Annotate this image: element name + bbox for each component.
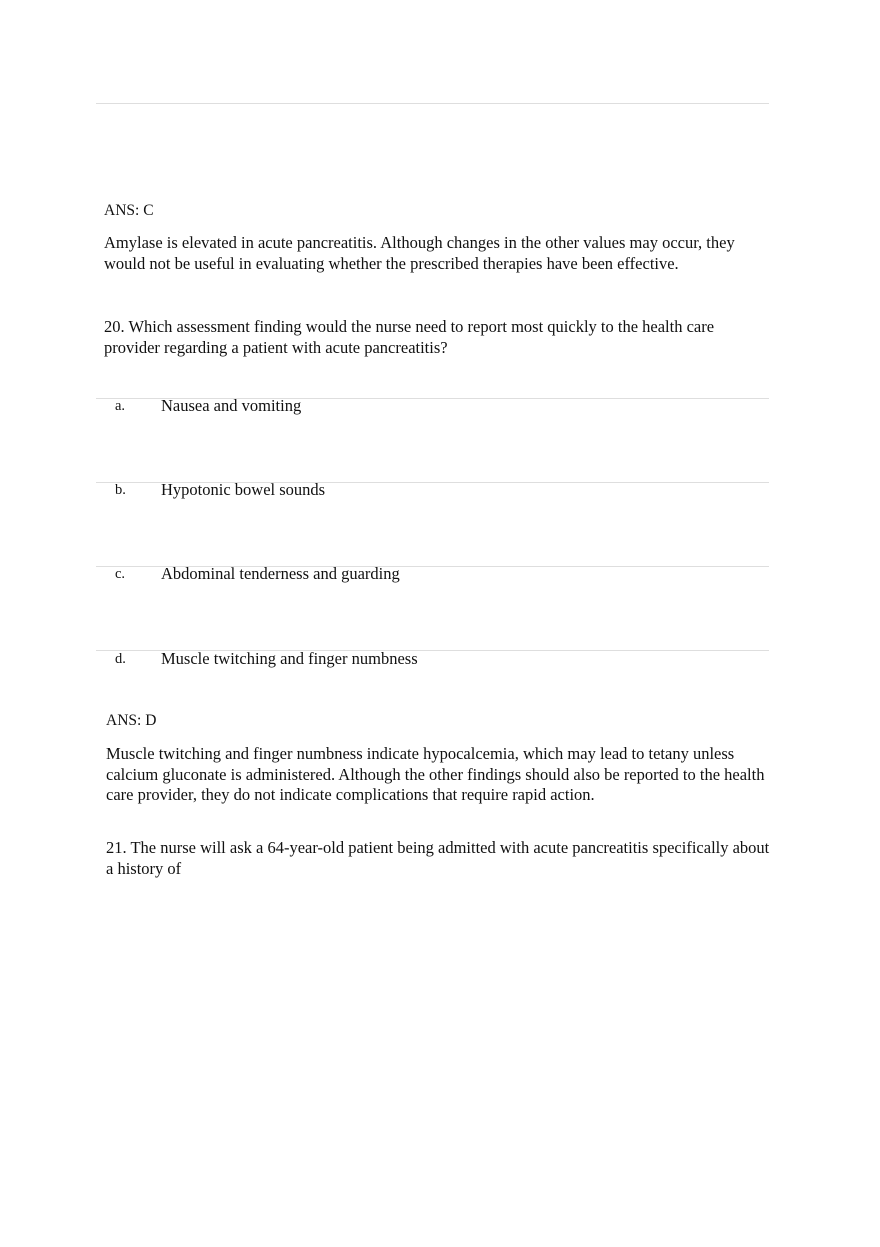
q20-rationale: Muscle twitching and finger numbness indicate hypocalcemia, which may lead to tetany unless calcium gluconate is administered. Although the other findings should also be reported to the health care provider, they do not indicate complications that require rapid action. (106, 744, 765, 804)
option-b-text: Hypotonic bowel sounds (161, 480, 326, 499)
option-d-letter: d. (115, 651, 126, 667)
q21-question: 21. The nurse will ask a 64-year-old patient being admitted with acute pancreatitis specifically about a history of (106, 838, 770, 878)
option-c-text: Abdominal tenderness and guarding (161, 564, 400, 583)
q19-answer-label: ANS: C (104, 202, 154, 219)
option-d-text: Muscle twitching and finger numbness (161, 649, 418, 668)
option-c-letter: c. (115, 566, 126, 582)
option-b-letter: b. (115, 482, 126, 498)
top-divider (96, 103, 769, 104)
q19-rationale: Amylase is elevated in acute pancreatitis. Although changes in the other values may occur, they would not be useful in evaluating whether the prescribed therapies have been effective. (104, 233, 735, 273)
option-a-text: Nausea and vomiting (161, 396, 302, 415)
q20-answer-label: ANS: D (106, 712, 157, 729)
option-a-letter: a. (115, 398, 126, 414)
q20-question: 20. Which assessment finding would the nurse need to report most quickly to the health care provider regarding a patient with acute pancreatitis? (104, 317, 715, 357)
